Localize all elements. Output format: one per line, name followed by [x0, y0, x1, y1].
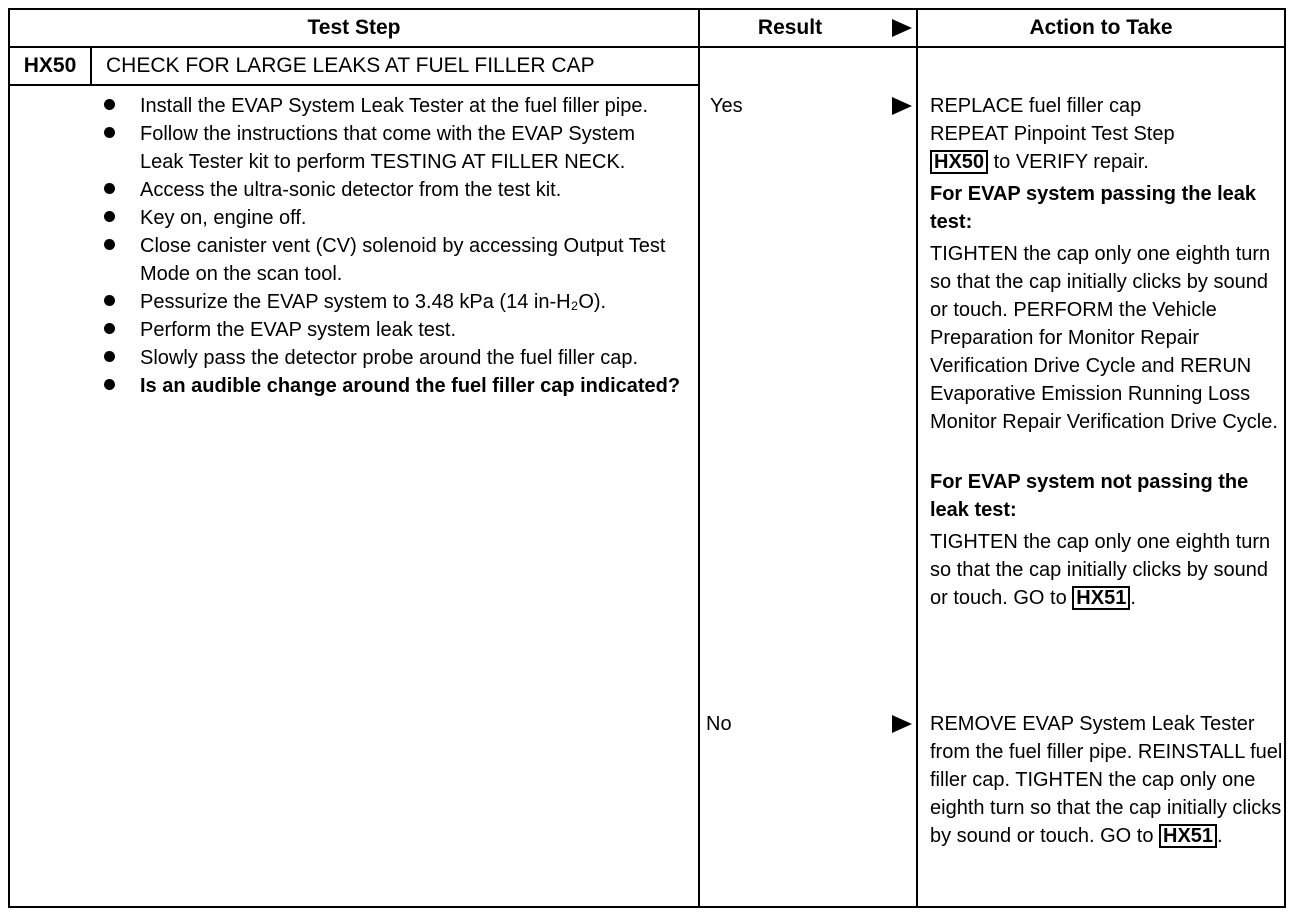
action-yes-line1: REPLACE fuel filler cap: [930, 95, 1142, 117]
bullet-item: Key on, engine off.: [102, 204, 682, 232]
not-passing-body: TIGHTEN the cap only one eighth turn so that the cap initially clicks by sound or touch. GO to: [930, 531, 1271, 609]
result-yes: Yes: [710, 95, 743, 117]
passing-heading: For EVAP system passing the leak test:: [930, 183, 1257, 233]
bullet-item: Slowly pass the detector probe around the fuel filler cap.: [102, 344, 682, 372]
action-no-body: REMOVE EVAP System Leak Tester from the fuel filler pipe. REINSTALL fuel filler cap. TIGHTEN the cap only one eighth turn so that the cap initially clicks by sound or touch. GO to: [930, 713, 1283, 847]
header-action: Action to Take: [1029, 16, 1173, 39]
ref-hx50-link[interactable]: HX50: [930, 150, 988, 174]
not-passing-heading: For EVAP system not passing the leak test:: [930, 471, 1249, 521]
step-id-divider: [90, 46, 92, 84]
action-column-divider: [916, 10, 918, 906]
not-passing-end: .: [1130, 587, 1136, 609]
bullet-item: Pessurize the EVAP system to 3.48 kPa (14 in-H₂O).: [102, 288, 682, 316]
action-yes-line2: REPEAT Pinpoint Test Step: [930, 123, 1175, 145]
header-result: Result: [757, 16, 823, 39]
not-passing-text: [930, 528, 1290, 612]
result-no: No: [706, 713, 732, 735]
action-yes-line3: [930, 148, 1290, 176]
step-title-divider: [10, 84, 700, 86]
no-arrow-icon: [892, 715, 912, 733]
ref-hx51-link-no[interactable]: HX51: [1159, 824, 1217, 848]
passing-text: TIGHTEN the cap only one eighth turn so that the cap initially clicks by sound or touch. PERFORM the Vehicle Preparation for Monitor Repair Verification Drive Cycle and RERUN Evaporative Emission Running Loss Monitor Repair Verification Drive Cycle.: [930, 243, 1278, 433]
bullet-item: Install the EVAP System Leak Tester at the fuel filler pipe.: [102, 92, 682, 120]
action-no: [930, 710, 1290, 850]
action-no-end: .: [1217, 825, 1223, 847]
action-no-text: [930, 710, 1290, 850]
action-yes-line3-rest: to VERIFY repair.: [988, 151, 1149, 173]
step-id: HX50: [23, 54, 77, 77]
step-column-divider: [698, 10, 700, 906]
bullet-item: Close canister vent (CV) solenoid by accessing Output Test Mode on the scan tool.: [102, 232, 682, 288]
bullet-item: Access the ultra-sonic detector from the test kit.: [102, 176, 682, 204]
bullet-item: Perform the EVAP system leak test.: [102, 316, 682, 344]
step-bullet-list: [102, 92, 682, 400]
bullet-item: Follow the instructions that come with the EVAP System Leak Tester kit to perform TESTING AT FILLER NECK.: [102, 120, 682, 176]
ref-hx51-link[interactable]: HX51: [1072, 586, 1130, 610]
test-step-table: [8, 8, 1286, 908]
bullet-question: Is an audible change around the fuel filler cap indicated?: [102, 372, 682, 400]
action-yes: [930, 92, 1290, 612]
header-test-step: Test Step: [307, 16, 401, 39]
header-arrow-icon: [892, 19, 912, 37]
step-title: CHECK FOR LARGE LEAKS AT FUEL FILLER CAP: [106, 54, 595, 77]
yes-arrow-icon: [892, 97, 912, 115]
